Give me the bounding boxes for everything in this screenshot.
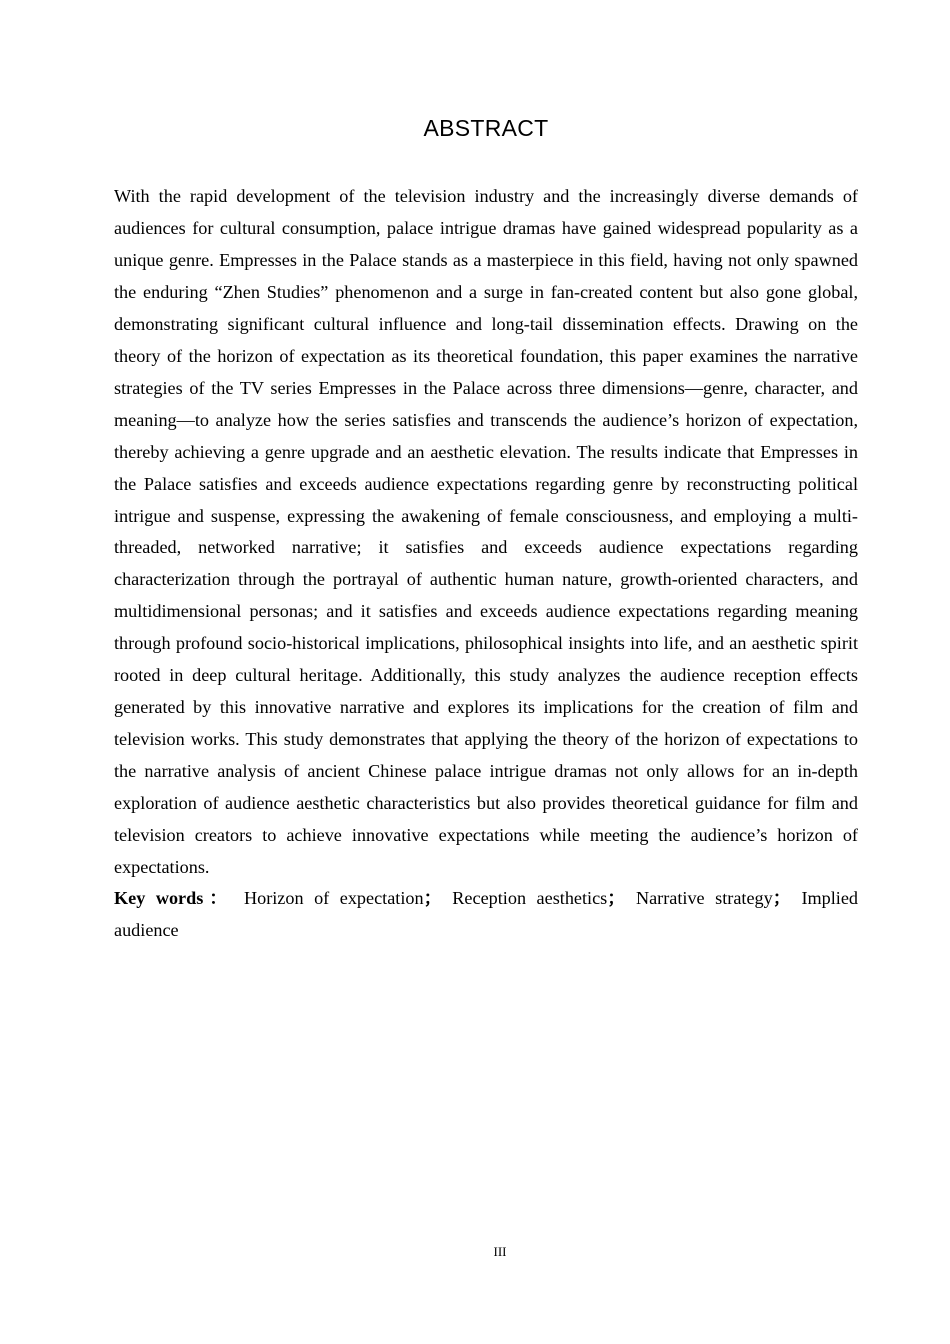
abstract-heading: ABSTRACT — [423, 115, 549, 141]
keyword-item: Implied audience — [114, 888, 859, 940]
keyword-separator: ； — [772, 888, 791, 908]
keywords-line — [114, 883, 858, 947]
keyword-separator: ； — [423, 888, 442, 908]
keywords-label: Key words： — [114, 888, 234, 908]
keyword-item: Reception aesthetics — [452, 888, 608, 908]
keyword-item: Horizon of expectation — [243, 888, 424, 908]
abstract-paragraph: With the rapid development of the television industry and the increasingly diverse demands of audiences for cultural consumption, palace intrigue dramas have gained widespread popularity as a unique genre. Empresses in the Palace stands as a masterpiece in this field, having not only spawned the enduring “Zhen Studies” phenomenon and a surge in fan-created content but also gone global, demonstrating significant cultural influence and long-tail dissemination effects. Drawing on the theory of the horizon of expectation as its theoretical foundation, this paper examines the narrative strategies of the TV series Empresses in the Palace across three dimensions—genre, character, and meaning—to analyze how the series satisfies and transcends the audience’s horizon of expectation, thereby achieving a genre upgrade and an aesthetic elevation. The results indicate that Empresses in the Palace satisfies and exceeds audience expectations regarding genre by reconstructing political intrigue and suspense, expressing the awakening of female consciousness, and employing a multi-threaded, networked narrative; it satisfies and exceeds audience expectations regarding characterization through the portrayal of authentic human nature, growth-oriented characters, and multidimensional personas; and it satisfies and exceeds audience expectations regarding meaning through profound socio-historical implications, philosophical insights into life, and an aesthetic spirit rooted in deep cultural heritage. Additionally, this study analyzes the audience reception effects generated by this innovative narrative and explores its implications for the creation of film and television works. This study demonstrates that applying the theory of the horizon of expectations to the narrative analysis of ancient Chinese palace intrigue dramas not only allows for an in-depth exploration of audience aesthetic characteristics but also provides theoretical guidance for film and television creators to achieve innovative expectations while meeting the audience’s horizon of expectations. — [114, 186, 858, 878]
keyword-item: Narrative strategy — [635, 888, 773, 908]
page-number: III — [493, 1244, 507, 1259]
keyword-separator: ； — [607, 888, 626, 908]
